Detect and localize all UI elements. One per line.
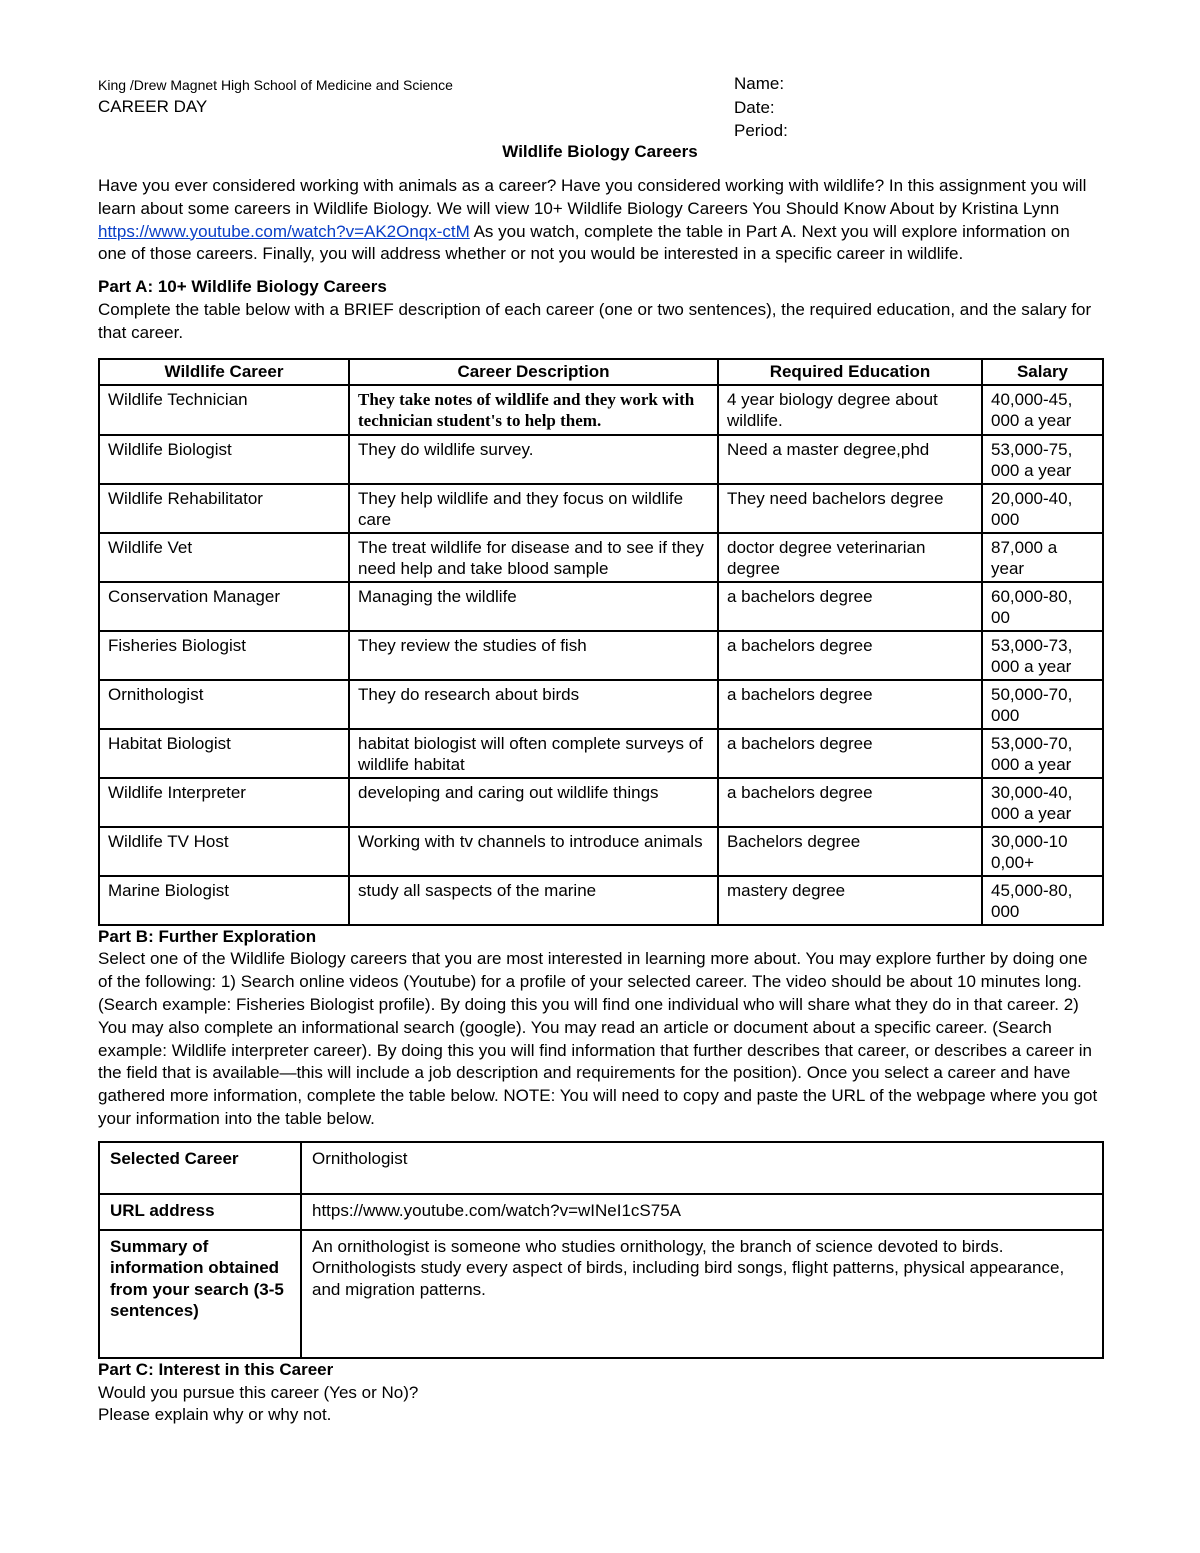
description-cell: habitat biologist will often complete surveys of wildlife habitat — [349, 729, 718, 778]
col-header-education: Required Education — [718, 359, 982, 385]
education-cell: a bachelors degree — [718, 778, 982, 827]
salary-cell: 30,000-10 0,00+ — [982, 827, 1103, 876]
table-row — [99, 876, 1103, 925]
description-cell: They help wildlife and they focus on wildlife care — [349, 484, 718, 533]
description-cell: They do wildlife survey. — [349, 435, 718, 484]
salary-cell: 53,000-70, 000 a year — [982, 729, 1103, 778]
part-a-heading: Part A: 10+ Wildlife Biology Careers — [98, 277, 387, 297]
part-c-question-1: Would you pursue this career (Yes or No)? — [98, 1382, 419, 1402]
description-cell: The treat wildlife for disease and to see if they need help and take blood sample — [349, 533, 718, 582]
career-cell: Wildlife Vet — [99, 533, 349, 582]
education-cell: mastery degree — [718, 876, 982, 925]
table-row — [99, 778, 1103, 827]
date-label: Date: — [734, 97, 775, 117]
description-cell: Working with tv channels to introduce animals — [349, 827, 718, 876]
career-cell: Fisheries Biologist — [99, 631, 349, 680]
career-cell: Wildlife Biologist — [99, 435, 349, 484]
intro-text-2: As you watch, complete the table in Part A. Next you will explore information on one of those careers. Finally, you will address whether or not you would be interested in a specific career in wildlife. — [98, 221, 1070, 264]
header-left — [98, 76, 453, 118]
careers-table — [98, 358, 1104, 926]
salary-cell: 53,000-75, 000 a year — [982, 435, 1103, 484]
career-cell: Wildlife TV Host — [99, 827, 349, 876]
table-row — [99, 631, 1103, 680]
career-cell: Conservation Manager — [99, 582, 349, 631]
event-name: CAREER DAY — [98, 97, 208, 116]
education-cell: They need bachelors degree — [718, 484, 982, 533]
career-cell: Wildlife Technician — [99, 385, 349, 435]
description-cell: They review the studies of fish — [349, 631, 718, 680]
period-label: Period: — [734, 121, 788, 140]
name-label: Name: — [734, 74, 785, 93]
selected-career-label: Selected Career — [99, 1142, 301, 1194]
salary-cell: 20,000-40, 000 — [982, 484, 1103, 533]
summary-value: An ornithologist is someone who studies ornithology, the branch of science devoted to birds. Ornithologists study every aspect of birds, including bird songs, flight patterns, physical appearance, and migration patterns. — [301, 1230, 1103, 1358]
col-header-description: Career Description — [349, 359, 718, 385]
table-row — [99, 827, 1103, 876]
summary-row — [99, 1230, 1103, 1358]
part-b-heading: Part B: Further Exploration — [98, 926, 317, 946]
salary-cell: 30,000-40, 000 a year — [982, 778, 1103, 827]
description-cell: They take notes of wildlife and they work with technician student's to help them. — [349, 385, 718, 435]
table-row — [99, 582, 1103, 631]
education-cell: a bachelors degree — [718, 680, 982, 729]
education-cell: a bachelors degree — [718, 729, 982, 778]
table-row — [99, 484, 1103, 533]
school-name: King /Drew Magnet High School of Medicine and Science — [98, 77, 453, 93]
part-b-instructions: Select one of the Wildlife Biology careers that you are most interested in learning more about. You may explore further by doing one of the following: 1) Search online videos (Youtube) for a profile of your selected career. The video should be about 10 minutes long. (Search example: Fisheries Biologist profile). By doing this you will find one individual who will share what they do in that career. 2) You may also complete an informational search (google). You may read an article or document about a specific career. (Search example: Wildlife interpreter career). By doing this you will find information that further describes that career, or describes a career in the field that is available—this will include a job description and requirements for the position). Once you select a career and have gathered more information, complete the table below. NOTE: You will need to copy and paste the URL of the webpage where you got your information into the table below. — [98, 949, 1098, 1128]
col-header-salary: Salary — [982, 359, 1103, 385]
video-link[interactable]: https://www.youtube.com/watch?v=AK2Onqx-ctM — [98, 221, 470, 241]
career-cell: Ornithologist — [99, 680, 349, 729]
salary-cell: 45,000-80, 000 — [982, 876, 1103, 925]
summary-label: Summary of information obtained from your search (3-5 sentences) — [99, 1230, 301, 1358]
document-body — [98, 175, 1102, 1427]
description-cell: developing and caring out wildlife things — [349, 778, 718, 827]
education-cell: doctor degree veterinarian degree — [718, 533, 982, 582]
header-right — [734, 72, 788, 143]
part-a-instructions: Complete the table below with a BRIEF description of each career (one or two sentences), the required education, and the salary for that career. — [98, 299, 1092, 342]
exploration-table — [98, 1141, 1104, 1359]
url-value: https://www.youtube.com/watch?v=wINeI1cS75A — [301, 1194, 1103, 1230]
selected-career-value: Ornithologist — [301, 1142, 1103, 1194]
careers-table-header — [99, 359, 1103, 385]
education-cell: 4 year biology degree about wildlife. — [718, 385, 982, 435]
part-c-question-2: Please explain why or why not. — [98, 1405, 332, 1425]
career-cell: Wildlife Rehabilitator — [99, 484, 349, 533]
career-cell: Wildlife Interpreter — [99, 778, 349, 827]
education-cell: Need a master degree,phd — [718, 435, 982, 484]
table-row — [99, 385, 1103, 435]
col-header-career: Wildlife Career — [99, 359, 349, 385]
description-cell: study all saspects of the marine — [349, 876, 718, 925]
description-cell: They do research about birds — [349, 680, 718, 729]
education-cell: Bachelors degree — [718, 827, 982, 876]
career-cell: Marine Biologist — [99, 876, 349, 925]
url-label: URL address — [99, 1194, 301, 1230]
table-row — [99, 680, 1103, 729]
education-cell: a bachelors degree — [718, 631, 982, 680]
career-cell: Habitat Biologist — [99, 729, 349, 778]
salary-cell: 40,000-45, 000 a year — [982, 385, 1103, 435]
salary-cell: 60,000-80, 00 — [982, 582, 1103, 631]
table-row — [99, 533, 1103, 582]
selected-career-row — [99, 1142, 1103, 1194]
intro-paragraph — [98, 175, 1102, 266]
url-row — [99, 1194, 1103, 1230]
table-row — [99, 729, 1103, 778]
part-c-heading: Part C: Interest in this Career — [98, 1359, 334, 1379]
description-cell: Managing the wildlife — [349, 582, 718, 631]
page-title: Wildlife Biology Careers — [502, 142, 698, 161]
table-row — [99, 435, 1103, 484]
intro-text-1: Have you ever considered working with animals as a career? Have you considered working with wildlife? In this assignment you will learn about some careers in Wildlife Biology. We will view 10+ Wildlife Biology Careers You Should Know About by Kristina Lynn — [98, 176, 1087, 218]
education-cell: a bachelors degree — [718, 582, 982, 631]
salary-cell: 87,000 a year — [982, 533, 1103, 582]
salary-cell: 50,000-70, 000 — [982, 680, 1103, 729]
salary-cell: 53,000-73, 000 a year — [982, 631, 1103, 680]
